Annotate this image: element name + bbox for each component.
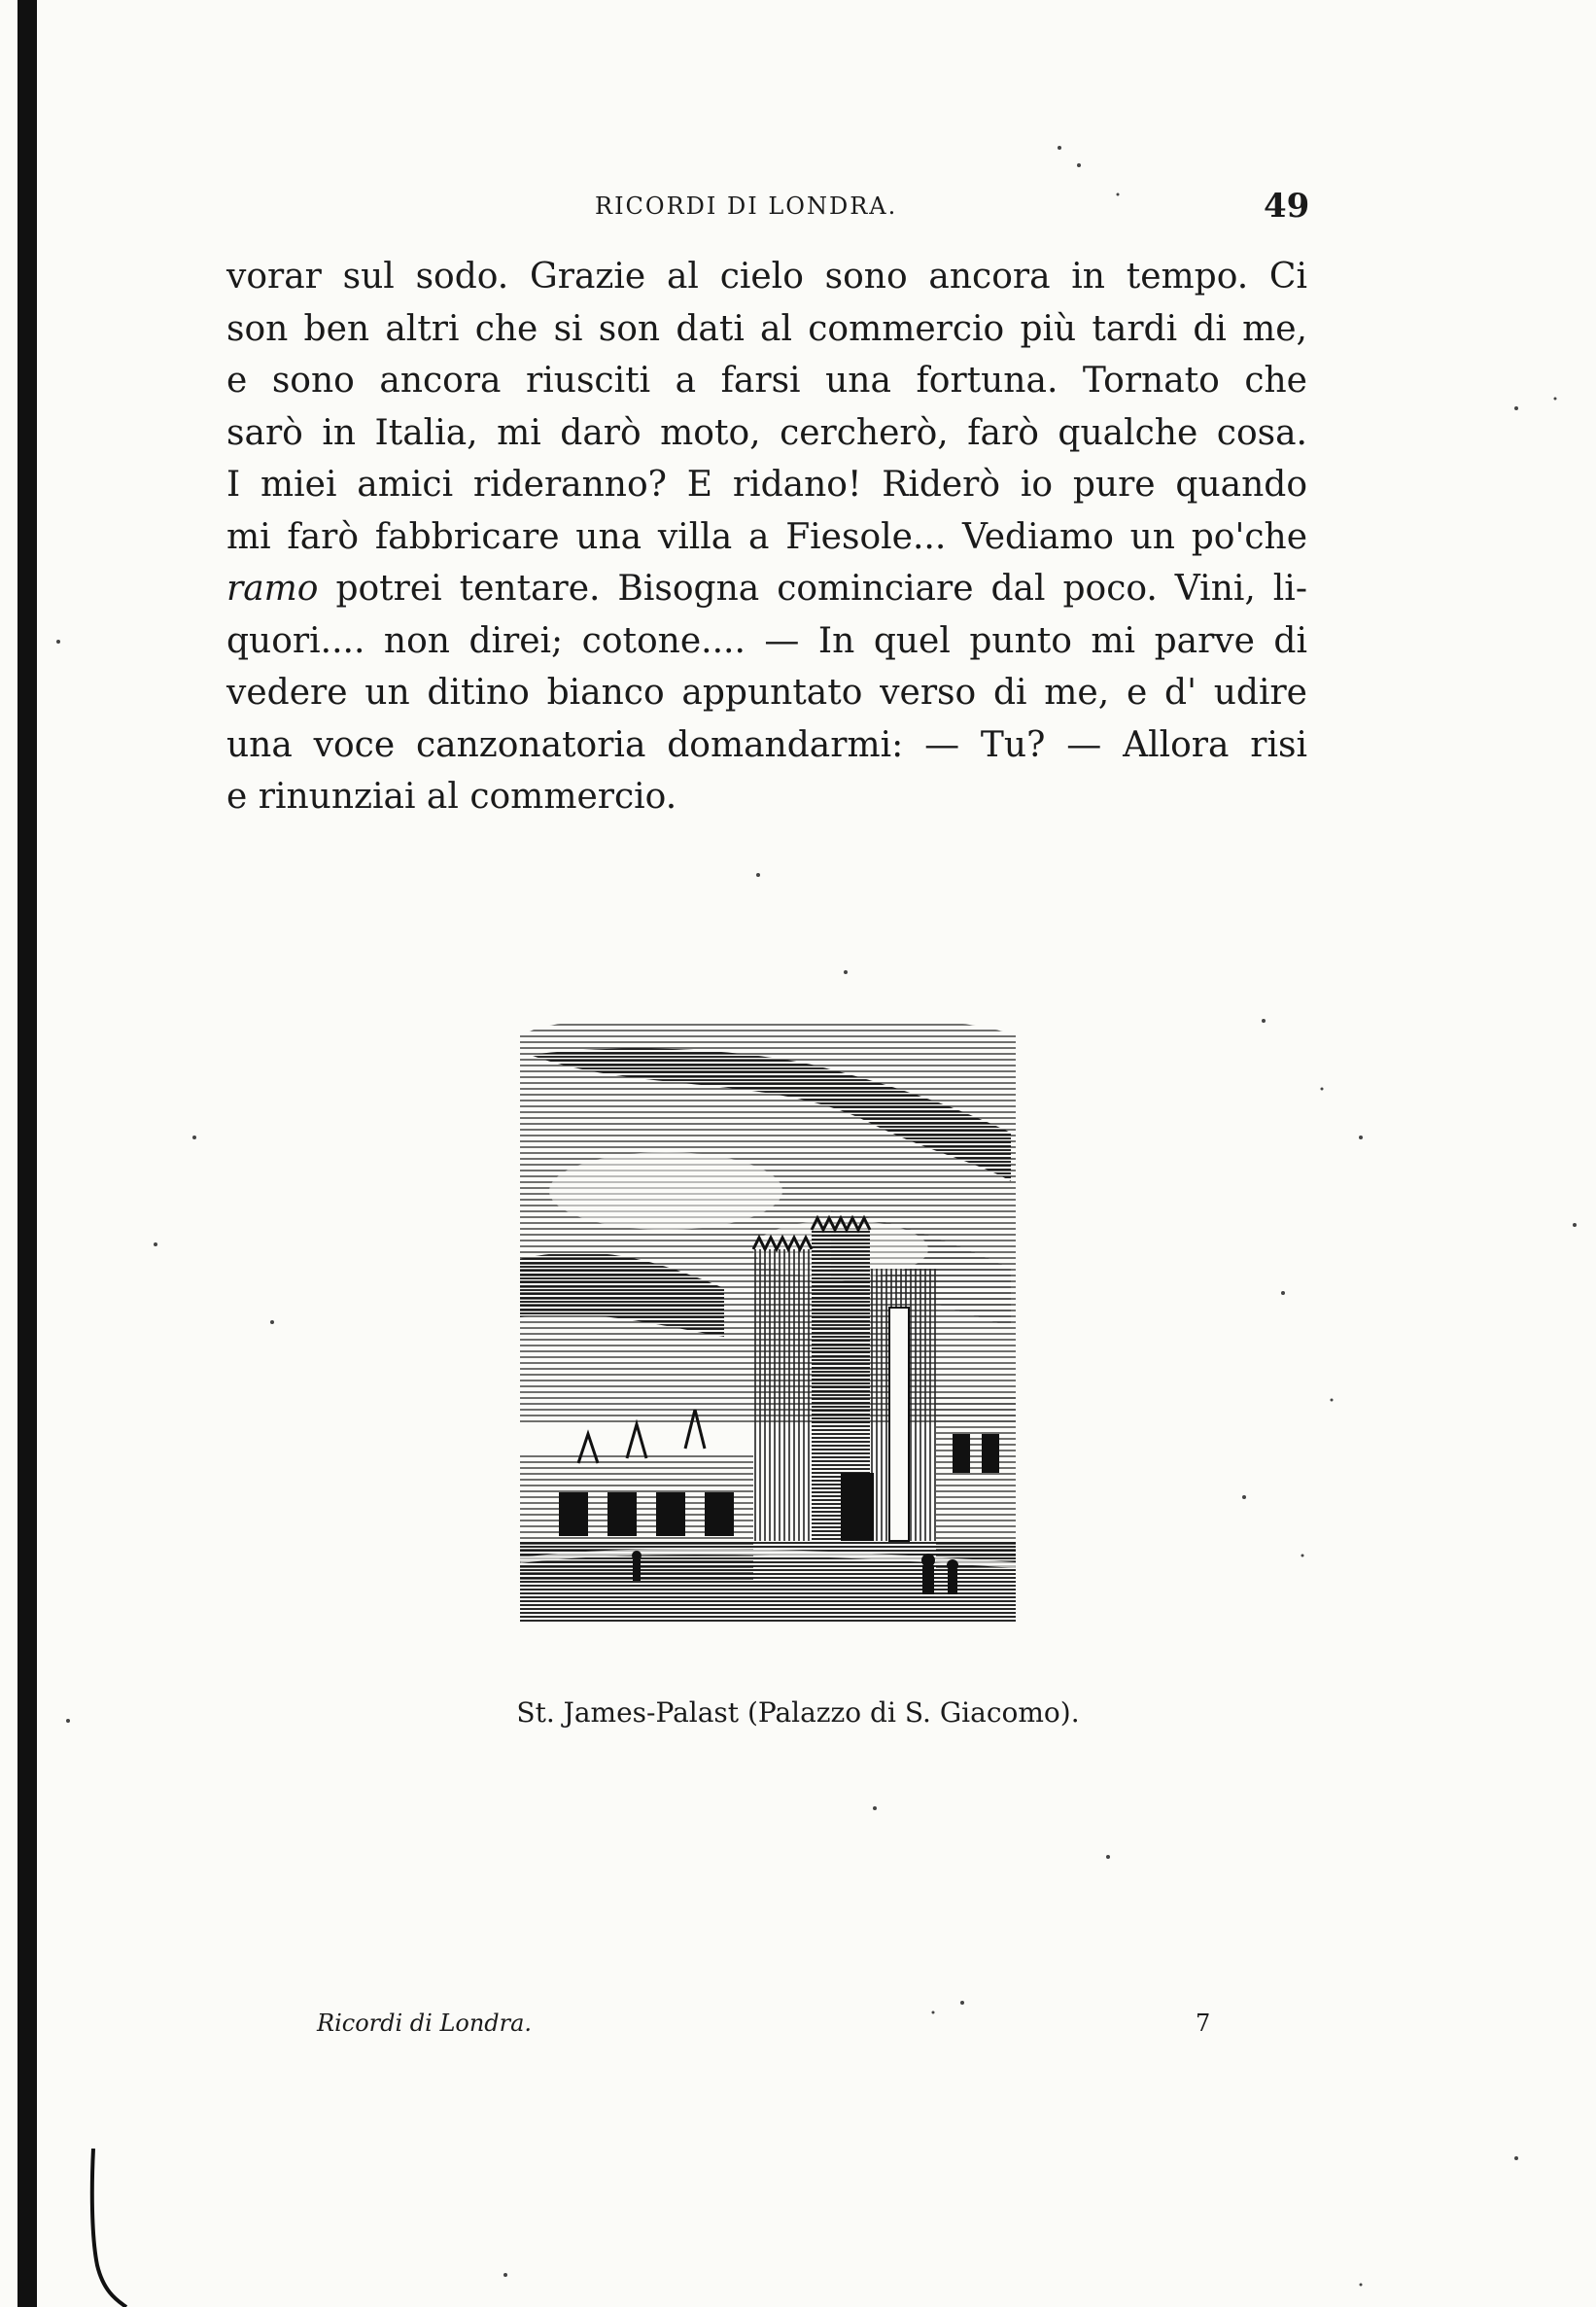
page-number: 49 [1264, 187, 1310, 226]
text-line: son ben altri che si son dati al commercio più tardi di me, [226, 308, 1307, 349]
text-line: mi farò fabbricare una villa a Fiesole... Vediamo un po'che [226, 516, 1307, 557]
footer-title: Ricordi di Londra. [317, 2010, 533, 2037]
text-line: vorar sul sodo. Grazie al cielo sono ancora in tempo. Ci [226, 257, 1307, 297]
text-line: sarò in Italia, mi darò moto, cercherò, farò qualche cosa. [226, 412, 1307, 453]
italic-word: ramo [226, 569, 319, 609]
figure-caption: St. James-Palast (Palazzo di S. Giacomo). [516, 1696, 1080, 1729]
text-line: e sono ancora riusciti a farsi una fortuna. Tornato che [226, 361, 1307, 401]
text-line: I miei amici rideranno? E ridano! Riderò io pure quando [226, 465, 1307, 505]
text-line-rest: potrei tentare. Bisogna cominciare dal poco. Vini, li- [335, 569, 1307, 609]
text-line: e rinunziai al commercio. [226, 777, 677, 817]
running-head: RICORDI DI LONDRA. [595, 192, 898, 220]
text-line: vedere un ditino bianco appuntato verso di me, e d' udire [226, 673, 1307, 713]
text-line: quori.... non direi; cotone.... — In quel punto mi parve di [226, 620, 1307, 661]
signature-mark: 7 [1196, 2010, 1211, 2037]
text-line: una voce canzonatoria domandarmi: — Tu? — Allora risi [226, 724, 1307, 765]
